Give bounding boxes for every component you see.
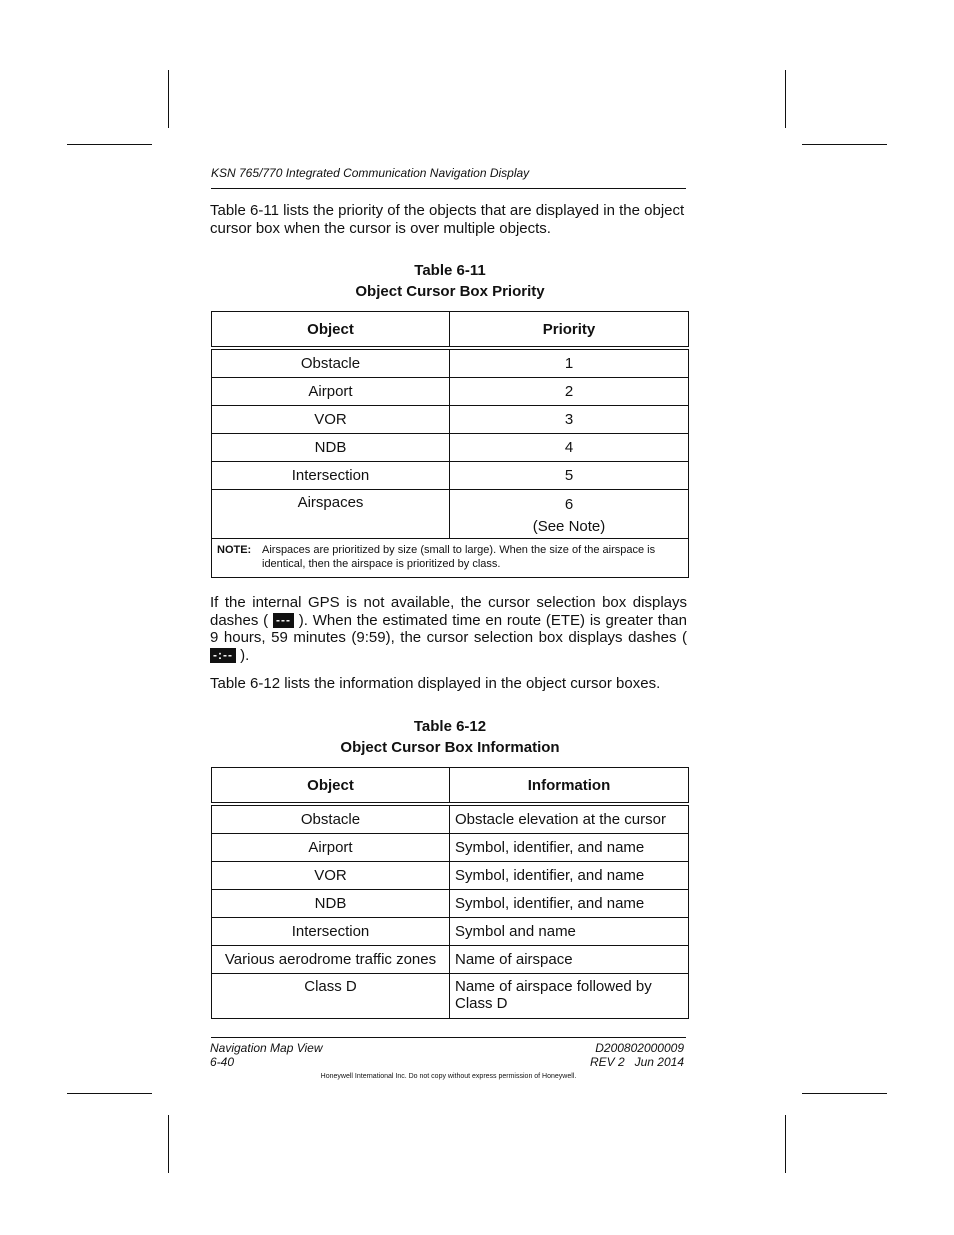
cell-priority: 4: [450, 434, 689, 462]
crop-mark: [802, 1093, 887, 1094]
table1-number: Table 6‑11: [414, 262, 486, 279]
doc-number: D200802000009: [595, 1041, 684, 1055]
cell-information: Symbol and name: [450, 918, 689, 946]
cell-object: Obstacle: [212, 348, 450, 378]
table-row: [212, 918, 689, 946]
table-row: [212, 946, 689, 974]
note-row: [212, 539, 689, 578]
cell-information: Name of airspace followed by Class D: [450, 974, 689, 1019]
cell-object: NDB: [212, 890, 450, 918]
column-header-information: Information: [450, 768, 689, 805]
table-header-row: [212, 312, 689, 349]
footer-rule: [211, 1037, 686, 1038]
table2-intro: Table 6‑12 lists the information displayed in the object cursor boxes.: [210, 675, 661, 692]
table-row: [212, 434, 689, 462]
table-header-row: [212, 768, 689, 805]
note-text: Airspaces are prioritized by size (small to large). When the size of the airspace is identical, then the airspace is prioritized by class.: [262, 544, 656, 570]
crop-mark: [168, 1115, 169, 1173]
cell-information: Name of airspace: [450, 946, 689, 974]
table1-title: Object Cursor Box Priority: [355, 283, 545, 300]
revision: REV 2 Jun 2014: [589, 1055, 684, 1069]
copyright-notice: Honeywell International Inc. Do not copy without express permission of Honeywell.: [320, 1073, 577, 1080]
table-row: [212, 406, 689, 434]
crop-mark: [785, 1115, 786, 1173]
table-row: [212, 378, 689, 406]
table-row: [212, 348, 689, 378]
cell-object: Airport: [212, 834, 450, 862]
column-header-priority: Priority: [450, 312, 689, 349]
cell-information: Symbol, identifier, and name: [450, 890, 689, 918]
column-header-object: Object: [212, 768, 450, 805]
footer-right: [486, 1041, 684, 1069]
cell-object: Airspaces: [212, 490, 450, 539]
cell-information: Symbol, identifier, and name: [450, 862, 689, 890]
intro-paragraph: Table 6‑11 lists the priority of the objects that are displayed in the object cursor box when the cursor is over multiple objects.: [210, 202, 685, 237]
column-header-object: Object: [212, 312, 450, 349]
header-rule: [211, 188, 686, 189]
priority-table: [211, 311, 689, 578]
information-table: [211, 767, 689, 1019]
table2-number: Table 6‑12: [413, 718, 487, 735]
dashes-box: ---: [273, 613, 294, 628]
time-dashes-box: -:--: [210, 648, 236, 663]
cell-object: Class D: [212, 974, 450, 1019]
gps-text-3: ).: [240, 646, 250, 664]
see-note-text: (See Note): [532, 518, 606, 535]
cell-object: NDB: [212, 434, 450, 462]
cell-priority: 2: [450, 378, 689, 406]
page-number: 6-40: [210, 1055, 235, 1069]
gps-text-2: ). When the estimated time en route (ETE) is greater than 9 hours, 59 minutes (9:59), the cursor selection box displays dashes (: [210, 611, 687, 646]
table-row: [212, 804, 689, 834]
crop-mark: [785, 70, 786, 128]
cell-priority: 5: [450, 462, 689, 490]
note-label: NOTE:: [217, 544, 252, 556]
crop-mark: [67, 144, 152, 145]
running-header: KSN 765/770 Integrated Communication Navigation Display: [211, 166, 530, 180]
table2-title: Object Cursor Box Information: [340, 739, 560, 756]
priority-value: 6: [564, 496, 574, 513]
footer-section: Navigation Map View: [210, 1041, 323, 1055]
cell-object: VOR: [212, 406, 450, 434]
cell-information: Symbol, identifier, and name: [450, 834, 689, 862]
table-row: [212, 834, 689, 862]
cell-object: VOR: [212, 862, 450, 890]
cell-priority: 3: [450, 406, 689, 434]
table-row: [212, 490, 689, 539]
crop-mark: [802, 144, 887, 145]
cell-object: Intersection: [212, 462, 450, 490]
crop-mark: [67, 1093, 152, 1094]
gps-paragraph: [210, 594, 687, 664]
gps-text-1: If the internal GPS is not available, the cursor selection box displays dashes (: [210, 594, 687, 629]
table-row: [212, 974, 689, 1019]
table-note: [212, 539, 689, 578]
crop-mark: [168, 70, 169, 128]
table-row: [212, 462, 689, 490]
table-row: [212, 890, 689, 918]
cell-information: Obstacle elevation at the cursor: [450, 804, 689, 834]
footer-left: [210, 1041, 323, 1069]
cell-priority: 1: [450, 348, 689, 378]
cell-priority: [450, 490, 689, 539]
cell-object: Various aerodrome traffic zones: [212, 946, 450, 974]
table-row: [212, 862, 689, 890]
cell-object: Intersection: [212, 918, 450, 946]
cell-object: Obstacle: [212, 804, 450, 834]
cell-object: Airport: [212, 378, 450, 406]
